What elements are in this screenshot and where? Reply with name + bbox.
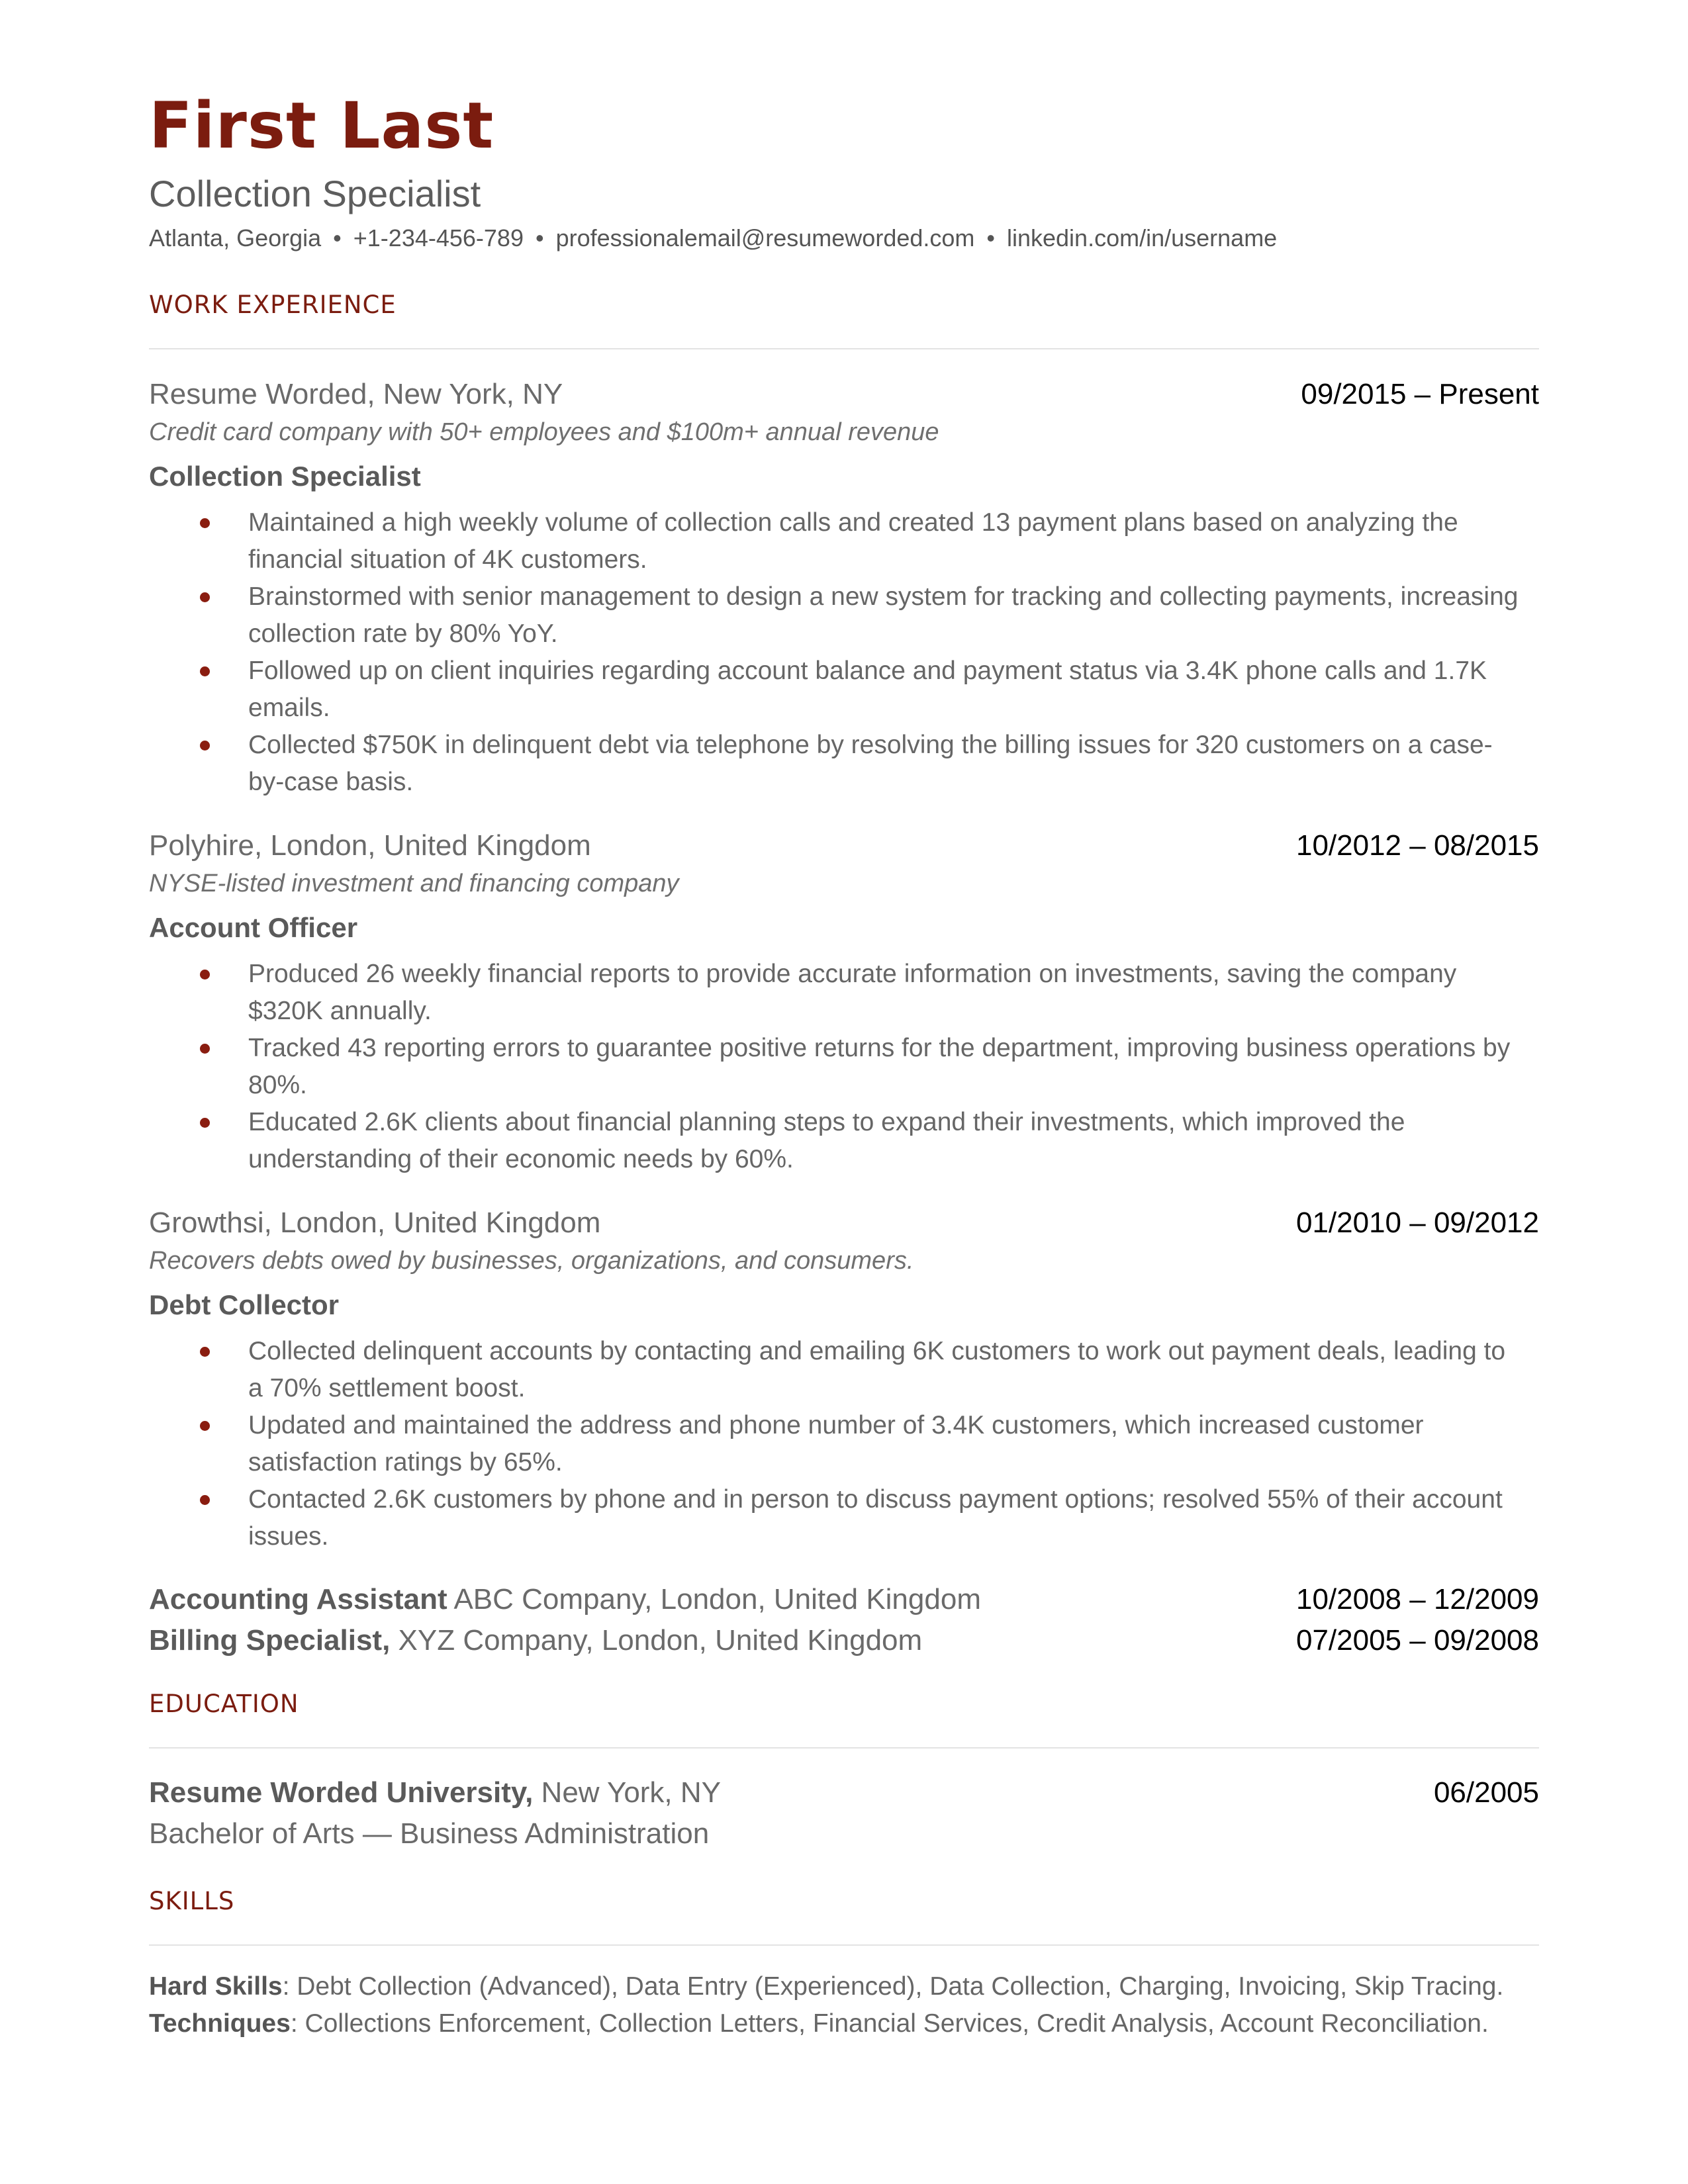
bullet-text: Maintained a high weekly volume of collection calls and created 13 payment plans based on analyzing the financial situation of 4K customers. [248,508,1458,574]
job-bullets [149,504,1539,801]
short-job-role: Billing Specialist, [149,1624,391,1657]
job-dates: 01/2010 – 09/2012 [1295,1206,1539,1239]
bullet-text: Produced 26 weekly financial reports to provide accurate information on investments, saving the company $320K annually. [248,960,1457,1025]
short-job-dates: 10/2008 – 12/2009 [1295,1583,1539,1615]
bullet-item [149,1333,1539,1407]
job-description: Recovers debts owed by businesses, organizations, and consumers. [149,1247,914,1275]
skills-hard-value: : Debt Collection (Advanced), Data Entry (Experienced), Data Collection, Charging, Invoicing, Skip Tracing. [282,1972,1504,2001]
bullet-dot-icon [200,1495,210,1505]
job-entry [149,1205,1539,1555]
education-degree: Bachelor of Arts — Business Administration [149,1817,710,1850]
job-dates: 09/2015 – Present [1301,378,1539,410]
bullet-text: Updated and maintained the address and phone number of 3.4K customers, which increased customer satisfaction ratings by 65%. [248,1411,1424,1477]
contact-separator: • [986,224,995,251]
skills-hard-label: Hard Skills [149,1972,283,2001]
job-header [149,1205,1539,1242]
job-entry [149,827,1539,1178]
bullet-item [149,727,1539,801]
section-title-skills: SKILLS [149,1887,235,1915]
short-job-dates: 07/2005 – 09/2008 [1295,1624,1539,1657]
bullet-text: Collected $750K in delinquent debt via telephone by resolving the billing issues for 320 customers on a case-by-case basis. [248,731,1493,796]
job-role: Collection Specialist [149,461,421,492]
short-job-company: ABC Company, London, United Kingdom [447,1583,981,1615]
section-divider [149,348,1539,349]
contact-separator: • [333,224,342,251]
short-job-company: XYZ Company, London, United Kingdom [390,1624,923,1657]
contact-line [149,222,1539,254]
skills-techniques-line [149,2005,1539,2042]
bullet-dot-icon [200,1347,210,1357]
bullet-dot-icon [200,592,210,602]
bullet-item [149,504,1539,578]
bullet-item [149,653,1539,727]
bullet-text: Collected delinquent accounts by contacting and emailing 6K customers to work out payment deals, leading to a 70% settlement boost. [248,1337,1506,1402]
contact-separator: • [535,224,544,251]
job-header [149,827,1539,864]
bullet-dot-icon [200,1044,210,1054]
bullet-dot-icon [200,1421,210,1431]
resume-page [149,86,1539,2042]
section-divider [149,1944,1539,1946]
contact-location: Atlanta, Georgia [149,224,322,251]
bullet-text: Contacted 2.6K customers by phone and in person to discuss payment options; resolved 55% of their account issues. [248,1485,1503,1551]
contact-email: professionalemail@resumeworded.com [555,224,975,251]
job-bullets [149,956,1539,1178]
job-description: Credit card company with 50+ employees and $100m+ annual revenue [149,418,939,446]
bullet-text: Brainstormed with senior management to design a new system for tracking and collecting payments, increasing collection rate by 80% YoY. [248,582,1519,648]
section-title-experience: WORK EXPERIENCE [149,291,397,319]
bullet-item [149,1104,1539,1178]
headline: Collection Specialist [149,173,481,214]
job-role: Account Officer [149,912,358,943]
education-location: New York, NY [533,1776,722,1809]
section-title-education: EDUCATION [149,1690,299,1718]
skills-hard-line [149,1968,1539,2005]
job-dates: 10/2012 – 08/2015 [1295,829,1539,862]
job-description: NYSE-listed investment and financing company [149,870,679,897]
short-job-row [149,1620,1539,1661]
bullet-dot-icon [200,970,210,979]
education-school: Resume Worded University, [149,1776,534,1809]
bullet-item [149,578,1539,653]
job-entry [149,376,1539,801]
bullet-dot-icon [200,741,210,751]
bullet-dot-icon [200,1118,210,1128]
short-job-role: Accounting Assistant [149,1583,447,1615]
job-bullets [149,1333,1539,1555]
bullet-item [149,956,1539,1030]
contact-linkedin: linkedin.com/in/username [1007,224,1278,251]
bullet-text: Tracked 43 reporting errors to guarantee positive returns for the department, improving business operations by 80%. [248,1034,1511,1099]
bullet-text: Followed up on client inquiries regarding account balance and payment status via 3.4K phone calls and 1.7K emails. [248,657,1487,722]
earlier-roles [149,1579,1539,1661]
bullet-dot-icon [200,666,210,676]
bullet-item [149,1407,1539,1481]
bullet-dot-icon [200,518,210,528]
bullet-item [149,1030,1539,1104]
contact-phone: +1-234-456-789 [353,224,524,251]
candidate-name: First Last [149,89,494,163]
job-company: Growthsi, London, United Kingdom [149,1206,601,1239]
skills-block [149,1968,1539,2042]
job-role: Debt Collector [149,1289,340,1320]
bullet-item [149,1481,1539,1555]
job-company: Resume Worded, New York, NY [149,378,563,410]
bullet-text: Educated 2.6K clients about financial planning steps to expand their investments, which improved the understanding of their economic needs by 60%. [248,1108,1405,1173]
job-header [149,376,1539,413]
job-company: Polyhire, London, United Kingdom [149,829,591,862]
section-divider [149,1747,1539,1749]
skills-techniques-label: Techniques [149,2009,291,2038]
skills-techniques-value: : Collections Enforcement, Collection Letters, Financial Services, Credit Analysis, Account Reconciliation. [290,2009,1489,2038]
education-row [149,1772,1539,1813]
education-date: 06/2005 [1433,1776,1539,1809]
short-job-row [149,1579,1539,1620]
